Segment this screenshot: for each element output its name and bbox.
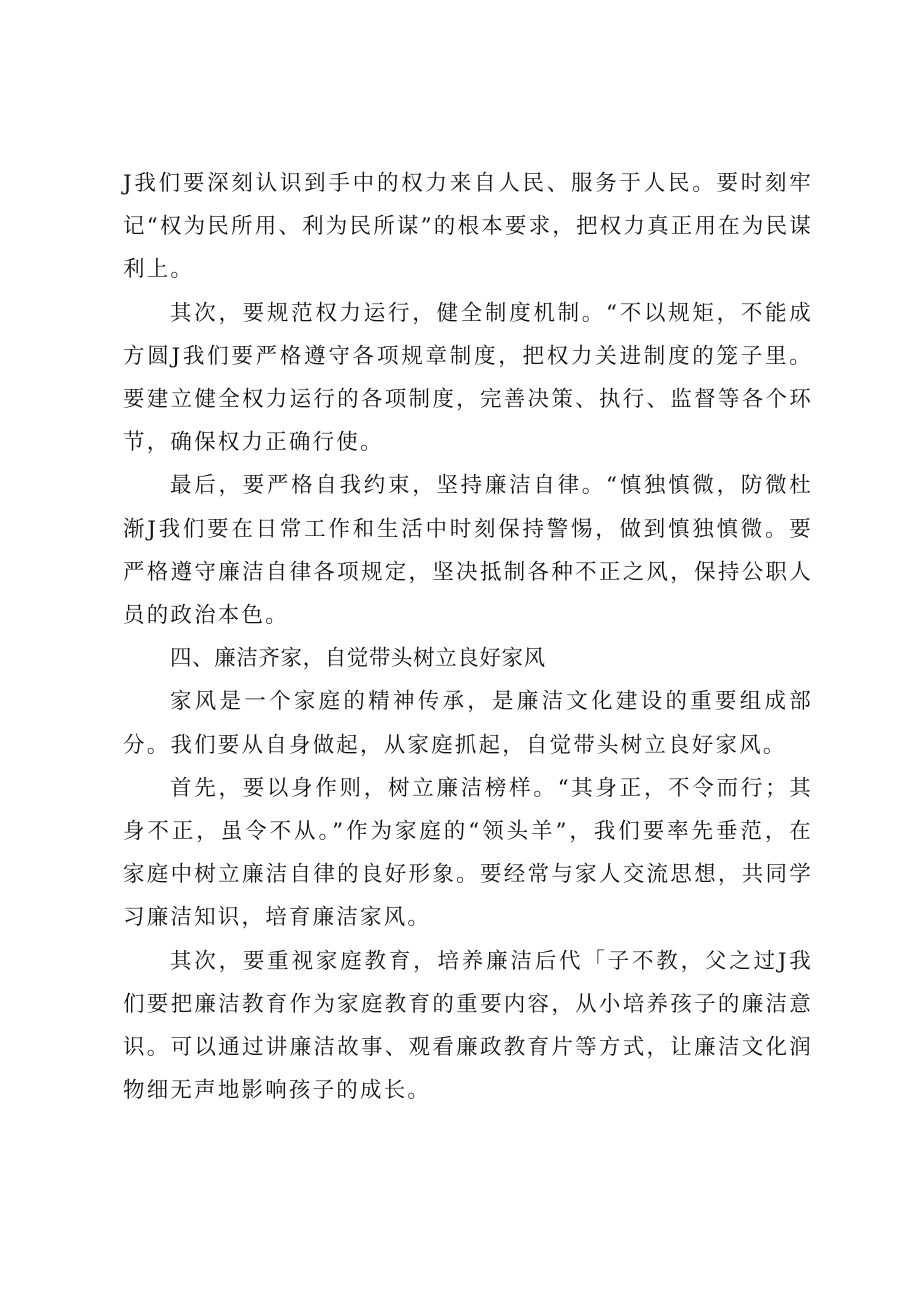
section-heading: 四、廉洁齐家，自觉带头树立良好家风 (170, 646, 546, 672)
document-body (123, 162, 813, 1112)
paragraph-continuation: J我们要深刻认识到手中的权力来自人民、服务于人民。要时刻牢记“权为民所用、利为民所谋”的根本要求，把权力真正用在为民谋利上。 (123, 171, 813, 283)
paragraph-self-discipline: 最后，要严格自我约束，坚持廉洁自律。“慎独慎微，防微杜渐J我们要在日常工作和生活中时刻保持警惕，做到慎独慎微。要严格遵守廉洁自律各项规定，坚决抵制各种不正之风，保持公职人员的政治本色。 (123, 473, 813, 629)
paragraph-family-education: 其次，要重视家庭教育，培养廉洁后代「子不教，父之过J我们要把廉洁教育作为家庭教育的重要内容，从小培养孩子的廉洁意识。可以通过讲廉洁故事、观看廉政教育片等方式，让廉洁文化润物细无声地影响孩子的成长。 (123, 948, 813, 1104)
paragraph-regulate-power: 其次，要规范权力运行，健全制度机制。“不以规矩，不能成方圆J我们要严格遵守各项规章制度，把权力关进制度的笼子里。要建立健全权力运行的各项制度，完善决策、执行、监督等各个环节，确保权力正确行使。 (123, 300, 813, 456)
paragraph-lead-by-example: 首先，要以身作则，树立廉洁榜样。“其身正，不令而行；其身不正，虽令不从。”作为家庭的“领头羊”，我们要率先垂范，在家庭中树立廉洁自律的良好形象。要经常与家人交流思想，共同学习廉洁知识，培育廉洁家风。 (123, 775, 813, 931)
paragraph-family-tradition: 家风是一个家庭的精神传承，是廉洁文化建设的重要组成部分。我们要从自身做起，从家庭抓起，自觉带头树立良好家风。 (123, 689, 813, 758)
